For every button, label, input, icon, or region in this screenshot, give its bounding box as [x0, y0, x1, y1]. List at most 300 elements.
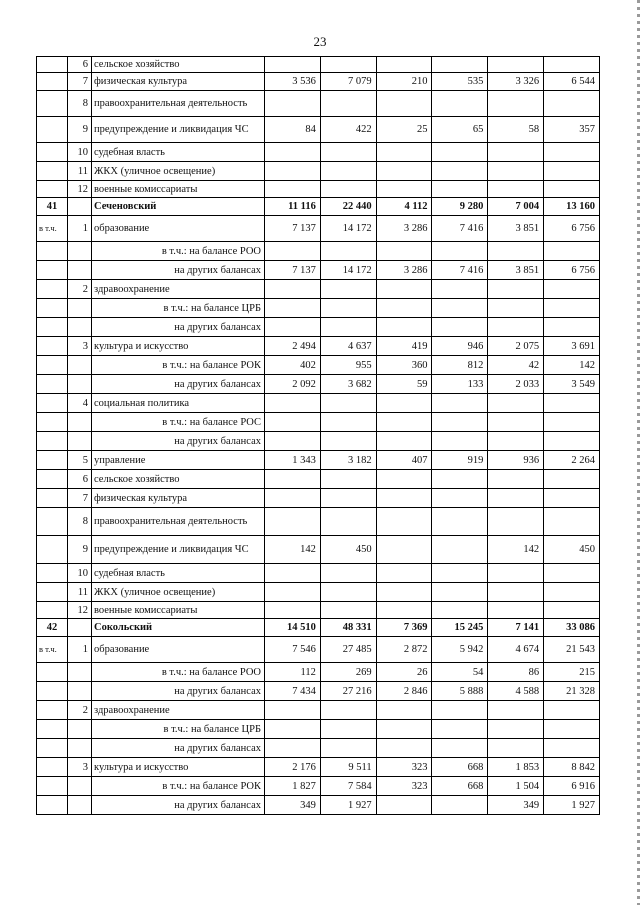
value-cell-3: 3 286	[376, 216, 432, 242]
item-number	[68, 242, 92, 261]
value-cell-4	[432, 57, 488, 73]
value-cell-4: 535	[432, 73, 488, 91]
value-cell-5	[488, 57, 544, 73]
value-cell-4	[432, 701, 488, 720]
value-cell-2: 14 172	[320, 216, 376, 242]
category-name: в т.ч.: на балансе РОС	[92, 413, 265, 432]
value-cell-1	[265, 432, 321, 451]
value-cell-6: 450	[544, 536, 600, 564]
value-cell-3	[376, 181, 432, 198]
value-cell-2	[320, 508, 376, 536]
subtotal-row	[37, 663, 600, 682]
value-cell-1: 2 494	[265, 337, 321, 356]
value-cell-5	[488, 489, 544, 508]
value-cell-1: 7 137	[265, 216, 321, 242]
value-cell-2	[320, 739, 376, 758]
table-row	[37, 117, 600, 143]
subtotal-row	[37, 796, 600, 815]
value-cell-6	[544, 701, 600, 720]
row-prefix	[37, 375, 68, 394]
value-cell-2	[320, 299, 376, 318]
budget-table	[36, 56, 600, 815]
value-cell-5: 4 588	[488, 682, 544, 701]
value-cell-2: 27 216	[320, 682, 376, 701]
value-cell-5: 7 141	[488, 619, 544, 637]
category-name: физическая культура	[92, 489, 265, 508]
value-cell-3: 7 369	[376, 619, 432, 637]
value-cell-6: 6 916	[544, 777, 600, 796]
value-cell-4: 946	[432, 337, 488, 356]
value-cell-5: 1 853	[488, 758, 544, 777]
row-prefix	[37, 564, 68, 583]
row-prefix	[37, 181, 68, 198]
value-cell-6	[544, 602, 600, 619]
value-cell-4: 7 416	[432, 261, 488, 280]
item-number	[68, 375, 92, 394]
value-cell-2: 27 485	[320, 637, 376, 663]
value-cell-1: 2 092	[265, 375, 321, 394]
row-prefix	[37, 394, 68, 413]
value-cell-5	[488, 583, 544, 602]
value-cell-1: 7 137	[265, 261, 321, 280]
table-row	[37, 181, 600, 198]
item-number	[68, 318, 92, 337]
value-cell-6	[544, 720, 600, 739]
value-cell-3	[376, 318, 432, 337]
value-cell-3: 323	[376, 777, 432, 796]
value-cell-5: 936	[488, 451, 544, 470]
value-cell-5: 3 851	[488, 261, 544, 280]
value-cell-1: 112	[265, 663, 321, 682]
value-cell-1	[265, 242, 321, 261]
value-cell-1	[265, 720, 321, 739]
subtotal-row	[37, 318, 600, 337]
category-name: предупреждение и ликвидация ЧС	[92, 536, 265, 564]
value-cell-6	[544, 394, 600, 413]
row-prefix	[37, 413, 68, 432]
value-cell-4	[432, 470, 488, 489]
row-prefix	[37, 777, 68, 796]
value-cell-4	[432, 143, 488, 162]
value-cell-2	[320, 162, 376, 181]
value-cell-5: 58	[488, 117, 544, 143]
subtotal-row	[37, 242, 600, 261]
item-number	[68, 682, 92, 701]
subtotal-row	[37, 299, 600, 318]
value-cell-2	[320, 701, 376, 720]
row-prefix: в т.ч.	[37, 216, 68, 242]
value-cell-5	[488, 299, 544, 318]
value-cell-3	[376, 602, 432, 619]
item-number: 8	[68, 91, 92, 117]
value-cell-2: 422	[320, 117, 376, 143]
category-name: в т.ч.: на балансе ЦРБ	[92, 299, 265, 318]
row-prefix	[37, 720, 68, 739]
value-cell-5: 42	[488, 356, 544, 375]
value-cell-5	[488, 280, 544, 299]
item-number: 10	[68, 564, 92, 583]
row-prefix	[37, 536, 68, 564]
value-cell-4	[432, 796, 488, 815]
value-cell-4	[432, 413, 488, 432]
value-cell-3	[376, 508, 432, 536]
category-name: на других балансах	[92, 432, 265, 451]
value-cell-6: 6 756	[544, 261, 600, 280]
category-name: сельское хозяйство	[92, 57, 265, 73]
table-row	[37, 489, 600, 508]
value-cell-2: 269	[320, 663, 376, 682]
value-cell-6	[544, 413, 600, 432]
value-cell-1	[265, 280, 321, 299]
value-cell-2	[320, 318, 376, 337]
value-cell-1	[265, 583, 321, 602]
table-row	[37, 394, 600, 413]
category-name: предупреждение и ликвидация ЧС	[92, 117, 265, 143]
value-cell-1	[265, 470, 321, 489]
item-number	[68, 198, 92, 216]
value-cell-5: 3 851	[488, 216, 544, 242]
value-cell-4	[432, 394, 488, 413]
value-cell-1	[265, 508, 321, 536]
row-prefix	[37, 796, 68, 815]
value-cell-1	[265, 318, 321, 337]
value-cell-5	[488, 470, 544, 489]
value-cell-2: 7 079	[320, 73, 376, 91]
value-cell-4	[432, 564, 488, 583]
value-cell-1	[265, 701, 321, 720]
value-cell-3	[376, 143, 432, 162]
subtotal-row	[37, 739, 600, 758]
category-name: здравоохранение	[92, 280, 265, 299]
row-prefix	[37, 682, 68, 701]
category-name: культура и искусство	[92, 337, 265, 356]
value-cell-3: 26	[376, 663, 432, 682]
value-cell-1	[265, 162, 321, 181]
value-cell-5: 142	[488, 536, 544, 564]
value-cell-2: 7 584	[320, 777, 376, 796]
category-name: военные комиссариаты	[92, 602, 265, 619]
item-number: 1	[68, 216, 92, 242]
row-prefix	[37, 280, 68, 299]
row-prefix	[37, 739, 68, 758]
table-row	[37, 280, 600, 299]
value-cell-6: 142	[544, 356, 600, 375]
table-row	[37, 162, 600, 181]
value-cell-2: 1 927	[320, 796, 376, 815]
district-number: 42	[37, 619, 68, 637]
category-name: правоохранительная деятельность	[92, 508, 265, 536]
district-name: Сокольский	[92, 619, 265, 637]
value-cell-3: 407	[376, 451, 432, 470]
row-prefix	[37, 261, 68, 280]
category-name: на других балансах	[92, 682, 265, 701]
table-row	[37, 216, 600, 242]
value-cell-3	[376, 394, 432, 413]
value-cell-1: 84	[265, 117, 321, 143]
value-cell-5	[488, 143, 544, 162]
value-cell-4: 5 942	[432, 637, 488, 663]
value-cell-3	[376, 564, 432, 583]
row-prefix	[37, 663, 68, 682]
item-number: 3	[68, 758, 92, 777]
value-cell-5	[488, 602, 544, 619]
value-cell-3	[376, 796, 432, 815]
value-cell-2: 9 511	[320, 758, 376, 777]
table-row	[37, 451, 600, 470]
row-prefix	[37, 299, 68, 318]
category-name: правоохранительная деятельность	[92, 91, 265, 117]
item-number	[68, 299, 92, 318]
value-cell-2	[320, 242, 376, 261]
value-cell-3	[376, 242, 432, 261]
value-cell-2	[320, 432, 376, 451]
value-cell-4	[432, 720, 488, 739]
value-cell-2	[320, 181, 376, 198]
category-name: управление	[92, 451, 265, 470]
subtotal-row	[37, 413, 600, 432]
value-cell-1: 7 546	[265, 637, 321, 663]
value-cell-3: 419	[376, 337, 432, 356]
value-cell-2	[320, 91, 376, 117]
item-number	[68, 356, 92, 375]
item-number: 11	[68, 162, 92, 181]
table-row	[37, 602, 600, 619]
item-number	[68, 261, 92, 280]
value-cell-4	[432, 602, 488, 619]
category-name: судебная власть	[92, 143, 265, 162]
value-cell-5	[488, 242, 544, 261]
row-prefix	[37, 337, 68, 356]
value-cell-4: 5 888	[432, 682, 488, 701]
item-number: 1	[68, 637, 92, 663]
category-name: сельское хозяйство	[92, 470, 265, 489]
value-cell-6	[544, 432, 600, 451]
value-cell-6: 33 086	[544, 619, 600, 637]
value-cell-5	[488, 394, 544, 413]
value-cell-2	[320, 57, 376, 73]
value-cell-4	[432, 162, 488, 181]
value-cell-1: 2 176	[265, 758, 321, 777]
item-number	[68, 720, 92, 739]
value-cell-1: 11 116	[265, 198, 321, 216]
value-cell-6	[544, 91, 600, 117]
page-number: 23	[313, 34, 327, 49]
value-cell-4	[432, 739, 488, 758]
item-number	[68, 663, 92, 682]
table-row	[37, 758, 600, 777]
value-cell-1	[265, 91, 321, 117]
category-name: на других балансах	[92, 796, 265, 815]
value-cell-1	[265, 602, 321, 619]
row-prefix	[37, 162, 68, 181]
value-cell-3	[376, 91, 432, 117]
value-cell-2: 14 172	[320, 261, 376, 280]
value-cell-5	[488, 413, 544, 432]
category-name: культура и искусство	[92, 758, 265, 777]
subtotal-row	[37, 777, 600, 796]
value-cell-6	[544, 564, 600, 583]
row-prefix	[37, 356, 68, 375]
value-cell-3	[376, 470, 432, 489]
value-cell-6: 6 756	[544, 216, 600, 242]
value-cell-2	[320, 470, 376, 489]
category-name: на других балансах	[92, 261, 265, 280]
value-cell-4	[432, 299, 488, 318]
category-name: в т.ч.: на балансе РОК	[92, 356, 265, 375]
value-cell-6	[544, 470, 600, 489]
item-number: 8	[68, 508, 92, 536]
table-row	[37, 73, 600, 91]
category-name: на других балансах	[92, 375, 265, 394]
value-cell-6: 8 842	[544, 758, 600, 777]
category-name: ЖКХ (уличное освещение)	[92, 162, 265, 181]
value-cell-3	[376, 536, 432, 564]
category-name: в т.ч.: на балансе РОО	[92, 663, 265, 682]
value-cell-5: 4 674	[488, 637, 544, 663]
value-cell-2	[320, 720, 376, 739]
value-cell-6: 13 160	[544, 198, 600, 216]
item-number: 2	[68, 280, 92, 299]
value-cell-1	[265, 564, 321, 583]
value-cell-3	[376, 413, 432, 432]
value-cell-5: 7 004	[488, 198, 544, 216]
category-name: на других балансах	[92, 739, 265, 758]
value-cell-4	[432, 432, 488, 451]
value-cell-1: 14 510	[265, 619, 321, 637]
value-cell-3	[376, 701, 432, 720]
budget-table-body	[37, 57, 600, 815]
item-number: 6	[68, 57, 92, 73]
value-cell-1	[265, 489, 321, 508]
value-cell-3	[376, 583, 432, 602]
row-prefix	[37, 489, 68, 508]
row-prefix	[37, 508, 68, 536]
item-number: 12	[68, 181, 92, 198]
value-cell-3: 25	[376, 117, 432, 143]
value-cell-3: 323	[376, 758, 432, 777]
value-cell-5: 349	[488, 796, 544, 815]
subtotal-row	[37, 432, 600, 451]
item-number: 7	[68, 73, 92, 91]
value-cell-2: 3 682	[320, 375, 376, 394]
row-prefix	[37, 318, 68, 337]
table-row	[37, 637, 600, 663]
item-number: 7	[68, 489, 92, 508]
value-cell-6	[544, 280, 600, 299]
value-cell-1	[265, 413, 321, 432]
value-cell-1: 7 434	[265, 682, 321, 701]
table-row	[37, 583, 600, 602]
item-number	[68, 777, 92, 796]
subtotal-row	[37, 356, 600, 375]
item-number: 5	[68, 451, 92, 470]
category-name: ЖКХ (уличное освещение)	[92, 583, 265, 602]
value-cell-1	[265, 394, 321, 413]
table-row	[37, 57, 600, 73]
value-cell-1	[265, 739, 321, 758]
value-cell-4: 7 416	[432, 216, 488, 242]
value-cell-4: 54	[432, 663, 488, 682]
category-name: в т.ч.: на балансе РОО	[92, 242, 265, 261]
value-cell-5: 3 326	[488, 73, 544, 91]
value-cell-3	[376, 57, 432, 73]
row-prefix	[37, 242, 68, 261]
value-cell-2	[320, 413, 376, 432]
item-number	[68, 739, 92, 758]
row-prefix: в т.ч.	[37, 637, 68, 663]
value-cell-4	[432, 280, 488, 299]
value-cell-3	[376, 739, 432, 758]
district-name: Сеченовский	[92, 198, 265, 216]
category-name: физическая культура	[92, 73, 265, 91]
value-cell-1: 142	[265, 536, 321, 564]
value-cell-1	[265, 57, 321, 73]
value-cell-5	[488, 181, 544, 198]
value-cell-6	[544, 508, 600, 536]
item-number: 11	[68, 583, 92, 602]
value-cell-4	[432, 318, 488, 337]
value-cell-3: 4 112	[376, 198, 432, 216]
value-cell-5	[488, 508, 544, 536]
row-prefix	[37, 701, 68, 720]
value-cell-4: 15 245	[432, 619, 488, 637]
value-cell-4: 9 280	[432, 198, 488, 216]
item-number: 3	[68, 337, 92, 356]
value-cell-3: 210	[376, 73, 432, 91]
value-cell-3: 360	[376, 356, 432, 375]
value-cell-4	[432, 583, 488, 602]
value-cell-1: 402	[265, 356, 321, 375]
item-number: 9	[68, 117, 92, 143]
table-row	[37, 91, 600, 117]
value-cell-6	[544, 181, 600, 198]
value-cell-3: 59	[376, 375, 432, 394]
value-cell-1: 349	[265, 796, 321, 815]
item-number: 10	[68, 143, 92, 162]
category-name: судебная власть	[92, 564, 265, 583]
value-cell-6: 357	[544, 117, 600, 143]
row-prefix	[37, 117, 68, 143]
value-cell-2	[320, 489, 376, 508]
item-number: 2	[68, 701, 92, 720]
subtotal-row	[37, 375, 600, 394]
value-cell-2	[320, 564, 376, 583]
value-cell-6: 2 264	[544, 451, 600, 470]
value-cell-2	[320, 280, 376, 299]
category-name: социальная политика	[92, 394, 265, 413]
value-cell-5	[488, 318, 544, 337]
item-number	[68, 619, 92, 637]
row-prefix	[37, 583, 68, 602]
row-prefix	[37, 602, 68, 619]
value-cell-6: 3 549	[544, 375, 600, 394]
row-prefix	[37, 73, 68, 91]
value-cell-6	[544, 57, 600, 73]
item-number: 4	[68, 394, 92, 413]
value-cell-4	[432, 508, 488, 536]
subtotal-row	[37, 720, 600, 739]
value-cell-4: 133	[432, 375, 488, 394]
value-cell-6	[544, 242, 600, 261]
row-prefix	[37, 91, 68, 117]
value-cell-4	[432, 91, 488, 117]
value-cell-6	[544, 143, 600, 162]
row-prefix	[37, 758, 68, 777]
value-cell-2: 22 440	[320, 198, 376, 216]
value-cell-6	[544, 739, 600, 758]
table-row	[37, 143, 600, 162]
value-cell-5: 2 075	[488, 337, 544, 356]
